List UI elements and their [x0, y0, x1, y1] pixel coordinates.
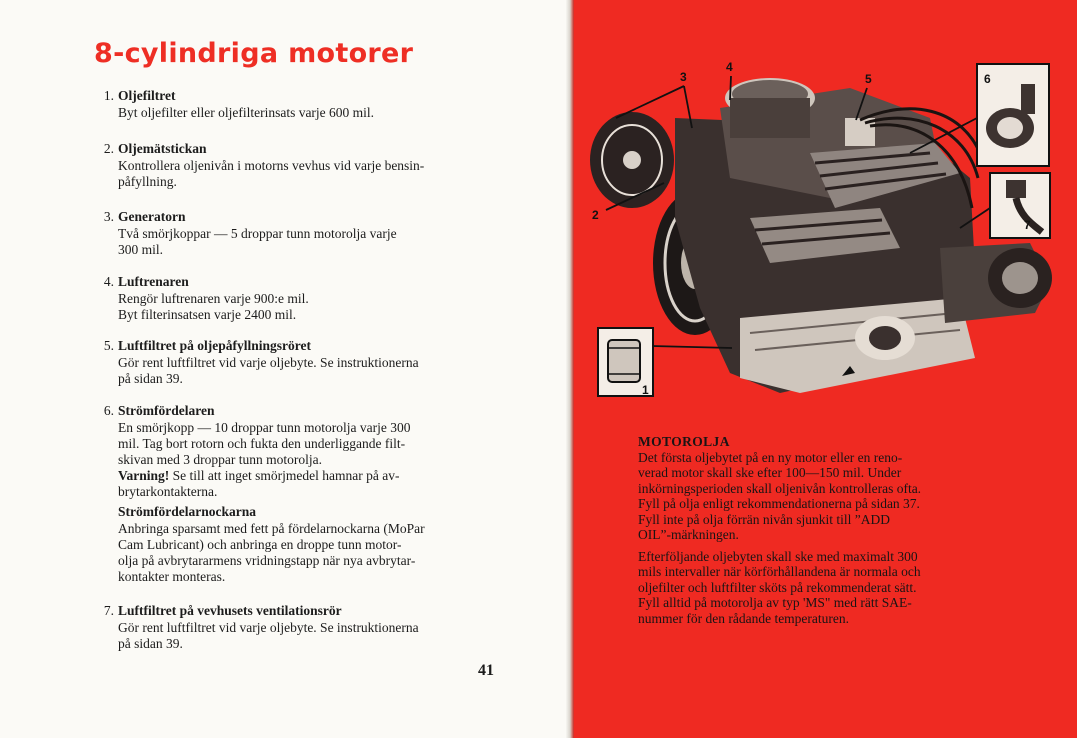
engine-illustration — [580, 58, 1070, 403]
item-body: Byt oljefilter eller oljefilterinsats varje 600 mil. — [118, 105, 375, 120]
item-number: 5. — [103, 338, 114, 353]
warning-text: Se till att inget smörjmedel hamnar på av- brytarkontakterna. — [118, 468, 400, 499]
page-number: 41 — [478, 662, 494, 679]
warning-note — [118, 468, 506, 500]
item-body: Gör rent luftfiltret vid varje oljebyte. Se instruktionerna på sidan 39. — [118, 620, 419, 651]
item-body: Kontrollera oljenivån i motorns vevhus vid varje bensin- påfyllning. — [118, 158, 425, 189]
subsection-fordelarnockarna — [118, 504, 506, 585]
item-heading: Luftrenaren — [118, 274, 189, 289]
item-heading: Oljemätstickan — [118, 141, 207, 156]
callout-5: 5 — [865, 72, 872, 86]
item-heading: Strömfördelaren — [118, 403, 215, 418]
item-body: Rengör luftrenaren varje 900:e mil. Byt filterinsatsen varje 2400 mil. — [118, 291, 309, 322]
callout-3: 3 — [680, 70, 687, 84]
inset-breather-filter — [990, 173, 1050, 238]
motorolja-paragraph-1: Det första oljebytet på en ny motor eller en reno- verad motor skall ske efter 100—150 mil. Under inkörningsperioden skall oljenivån kontrolleras ofta. Fyll på olja enligt rekommendationerna på sidan 37. Fyll inte på olja förrän nivån sjunkit till ”ADD OIL”-märkningen. — [638, 449, 922, 542]
callout-2: 2 — [592, 208, 599, 222]
item-number: 2. — [103, 141, 114, 156]
callout-6: 6 — [984, 72, 991, 86]
item-body: Gör rent luftfiltret vid varje oljebyte. Se instruktionerna på sidan 39. — [118, 355, 419, 386]
callout-4: 4 — [726, 60, 733, 74]
callout-1: 1 — [642, 383, 649, 397]
motorolja-section — [638, 434, 1002, 626]
item-body: En smörjkopp — 10 droppar tunn motorolja varje 300 mil. Tag bort rotorn och fukta den underliggande filt- skivan med 3 droppar tunn motorolja. — [118, 420, 411, 467]
item-heading: Luftfiltret på vevhusets ventilationsrör — [118, 603, 342, 618]
warning-label: Varning! — [118, 468, 170, 483]
item-number: 1. — [103, 88, 114, 103]
subsection-heading: Strömfördelarnockarna — [118, 504, 256, 519]
item-body: Två smörjkoppar — 5 droppar tunn motorolja varje 300 mil. — [118, 226, 397, 257]
item-number: 4. — [103, 274, 114, 289]
item-number: 7. — [103, 603, 114, 618]
item-heading: Oljefiltret — [118, 88, 176, 103]
motorolja-heading: MOTOROLJA — [638, 434, 730, 449]
item-number: 6. — [103, 403, 114, 418]
page-fold — [566, 0, 574, 738]
motorolja-paragraph-2: Efterföljande oljebyten skall ske med maximalt 300 mils intervaller när körförhållandena är normala och oljefilter och luftfilter sköts på rekommenderat sätt. Fyll alltid på motorolja av typ 'MS" med rätt SAE- nummer för den rådande temperaturen. — [638, 548, 921, 626]
subsection-body: Anbringa sparsamt med fett på fördelarnockarna (MoPar Cam Lubricant) och anbringa en droppe tunn motor- olja på avbrytararmens vridningstapp när nya avbrytar- kontakter monteras. — [118, 521, 425, 584]
item-number: 3. — [103, 209, 114, 224]
callout-7: 7 — [1024, 218, 1031, 232]
item-heading: Luftfiltret på oljepåfyllningsröret — [118, 338, 311, 353]
item-heading: Generatorn — [118, 209, 186, 224]
page-title: 8-cylindriga motorer — [94, 38, 414, 69]
